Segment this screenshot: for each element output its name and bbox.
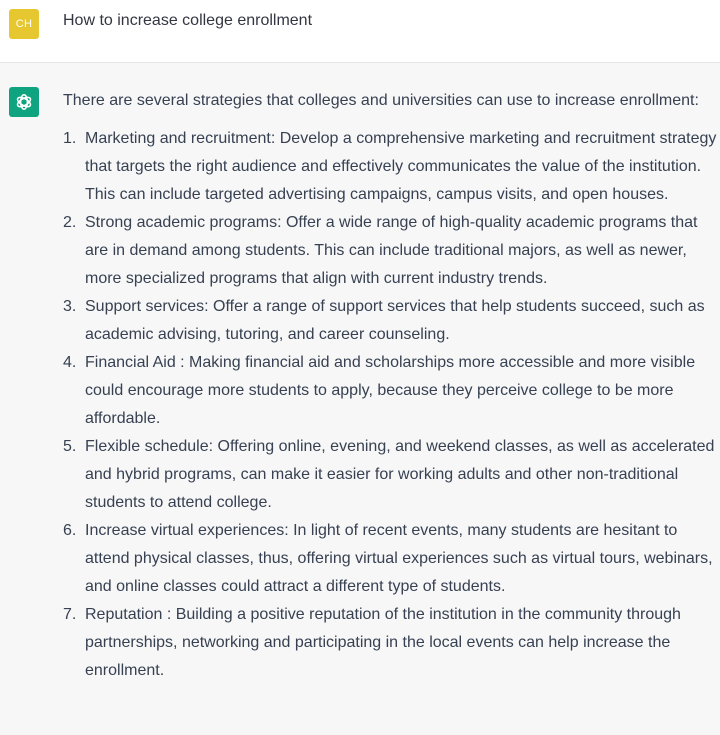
list-item-text: Marketing and recruitment: Develop a comprehensive marketing and recruitment strategy that targets the right audience and effectively communicates the value of the institution. This can include targeted advertising campaigns, campus visits, and open houses. — [85, 130, 717, 203]
list-item-text: Financial Aid : Making financial aid and scholarships more accessible and more visible could encourage more students to apply, because they perceive college to be more affordable. — [85, 354, 696, 427]
list-item — [63, 125, 720, 209]
list-item-number: 5. — [63, 438, 77, 455]
list-item — [63, 433, 720, 517]
assistant-intro: There are several strategies that colleges and universities can use to increase enrollment: — [63, 92, 699, 109]
list-item-number: 4. — [63, 354, 77, 371]
list-item-text: Support services: Offer a range of support services that help students succeed, such as academic advising, tutoring, and career counseling. — [85, 298, 705, 343]
list-item-number: 6. — [63, 522, 77, 539]
list-item — [63, 517, 720, 601]
user-message — [0, 0, 720, 63]
list-item-number: 3. — [63, 298, 77, 315]
list-item — [63, 349, 720, 433]
assistant-message — [0, 63, 720, 735]
list-item — [63, 601, 720, 685]
list-item-text: Flexible schedule: Offering online, evening, and weekend classes, as well as accelerated and hybrid programs, can make it easier for working adults and other non-traditional students to attend college. — [85, 438, 715, 511]
list-item-number: 7. — [63, 606, 77, 623]
user-avatar — [9, 9, 39, 39]
list-item — [63, 293, 720, 349]
strategy-list — [63, 125, 720, 685]
list-item-text: Increase virtual experiences: In light of recent events, many students are hesitant to attend physical classes, thus, offering virtual experiences such as virtual tours, webinars, and online classes could attract a different type of students. — [85, 522, 713, 595]
assistant-message-content — [63, 90, 720, 685]
list-item — [63, 209, 720, 293]
user-avatar-initials: CH — [15, 18, 33, 30]
list-item-text: Strong academic programs: Offer a wide range of high-quality academic programs that are in demand among students. This can include traditional majors, as well as newer, more specialized programs that align with current industry trends. — [85, 214, 698, 287]
list-item-number: 2. — [63, 214, 77, 231]
list-item-number: 1. — [63, 130, 77, 147]
list-item-text: Reputation : Building a positive reputation of the institution in the community through partnerships, networking and participating in the local events can help increase the enrollment. — [85, 606, 681, 679]
assistant-avatar — [9, 87, 39, 117]
openai-logo-icon — [13, 91, 35, 113]
user-message-text: How to increase college enrollment — [63, 12, 313, 29]
